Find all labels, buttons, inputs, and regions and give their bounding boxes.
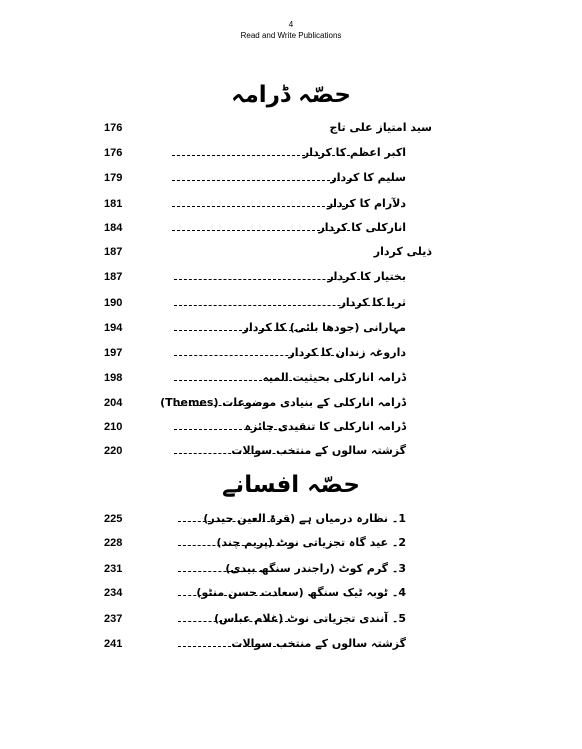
- toc-page-number: 237: [104, 613, 123, 625]
- toc-page-number: 194: [104, 322, 123, 334]
- toc-page-number: 179: [104, 172, 123, 184]
- toc-page-number: 228: [104, 537, 123, 549]
- toc-page-number: 181: [104, 198, 123, 210]
- toc-entry[interactable]: [0, 318, 582, 338]
- leader-dashes: [172, 180, 350, 181]
- toc-entry-label: سید امتیاز علی تاج: [329, 121, 432, 134]
- fiction-section-heading: حصّہ افسانے: [222, 472, 360, 498]
- toc-entry[interactable]: [0, 242, 582, 262]
- toc-entry[interactable]: [0, 634, 582, 654]
- toc-page-number: 184: [104, 222, 123, 234]
- toc-entry-label: 1۔ نظارہ درمیاں ہے (قرۃ العین حیدر): [203, 512, 406, 525]
- toc-entry[interactable]: [0, 509, 582, 529]
- toc-entry[interactable]: [0, 143, 582, 163]
- toc-entry-label: داروغہ زندان کا کردار: [288, 346, 406, 359]
- toc-page-number: 176: [104, 147, 123, 159]
- toc-entry[interactable]: [0, 393, 582, 413]
- toc-entry-label: اکبر اعظم کا کردار: [302, 146, 406, 159]
- toc-entry[interactable]: [0, 441, 582, 461]
- toc-page-number: 176: [104, 122, 123, 134]
- toc-entry-label: ڈرامہ انارکلی بحیثیت المیہ: [262, 371, 406, 384]
- toc-entry[interactable]: [0, 559, 582, 579]
- toc-entry-label: دلآرام کا کردار: [326, 197, 406, 210]
- page-number: 4: [288, 20, 294, 29]
- toc-entry[interactable]: [0, 168, 582, 188]
- toc-entry-label: مہارانی (جودھا بائی) کا کردار: [242, 321, 406, 334]
- toc-page-number: 241: [104, 638, 123, 650]
- toc-entry-label: 5۔ آنندی تجزیاتی نوٹ (غلام عباس): [214, 612, 406, 625]
- toc-entry[interactable]: [0, 218, 582, 238]
- toc-page-number: 198: [104, 372, 123, 384]
- toc-entry[interactable]: [0, 533, 582, 553]
- toc-page-number: 197: [104, 347, 123, 359]
- toc-entry[interactable]: [0, 194, 582, 214]
- toc-entry[interactable]: [0, 118, 582, 138]
- toc-entry[interactable]: [0, 267, 582, 287]
- toc-page-number: 187: [104, 271, 123, 283]
- leader-dashes: [172, 206, 350, 207]
- toc-entry-label: ذیلی کردار: [373, 245, 432, 258]
- toc-entry-label: ڈرامہ انارکلی کا تنقیدی جائزہ: [244, 420, 406, 433]
- toc-page-number: 210: [104, 421, 123, 433]
- drama-section-heading: حصّہ ڈرامہ: [231, 82, 351, 108]
- toc-entry[interactable]: [0, 343, 582, 363]
- toc-entry-label: 3۔ گرم کوٹ (راجندر سنگھ بیدی): [225, 562, 406, 575]
- toc-page-number: 234: [104, 587, 123, 599]
- toc-page-number: 204: [104, 397, 123, 409]
- toc-entry[interactable]: [0, 293, 582, 313]
- toc-page-number: 187: [104, 246, 123, 258]
- toc-entry[interactable]: [0, 417, 582, 437]
- toc-entry-label: سلیم کا کردار: [330, 171, 406, 184]
- toc-page-number: 225: [104, 513, 123, 525]
- publisher-name: Read and Write Publications: [240, 31, 342, 40]
- toc-entry-label: گزشتہ سالوں کے منتخب سوالات: [231, 637, 406, 650]
- toc-page-number: 220: [104, 445, 123, 457]
- toc-entry-label: ڈرامہ انارکلی کے بنیادی موضوعات (Themes): [160, 396, 406, 409]
- toc-entry[interactable]: [0, 609, 582, 629]
- toc-entry-label: انارکلی کا کردار: [318, 221, 406, 234]
- toc-page-number: 231: [104, 563, 123, 575]
- toc-entry[interactable]: [0, 368, 582, 388]
- toc-entry-label: 4۔ ٹوبہ ٹیک سنگھ (سعادت حسن منٹو): [196, 586, 406, 599]
- toc-entry-label: ثریا کا کردار: [339, 296, 406, 309]
- toc-entry-label: گزشتہ سالوں کے منتخب سوالات: [231, 444, 406, 457]
- toc-entry-label: 2۔ عید گاہ تجزیاتی نوٹ (پریم چند): [216, 536, 406, 549]
- toc-entry-label: بختیار کا کردار: [327, 270, 406, 283]
- toc-page-number: 190: [104, 297, 123, 309]
- toc-entry[interactable]: [0, 583, 582, 603]
